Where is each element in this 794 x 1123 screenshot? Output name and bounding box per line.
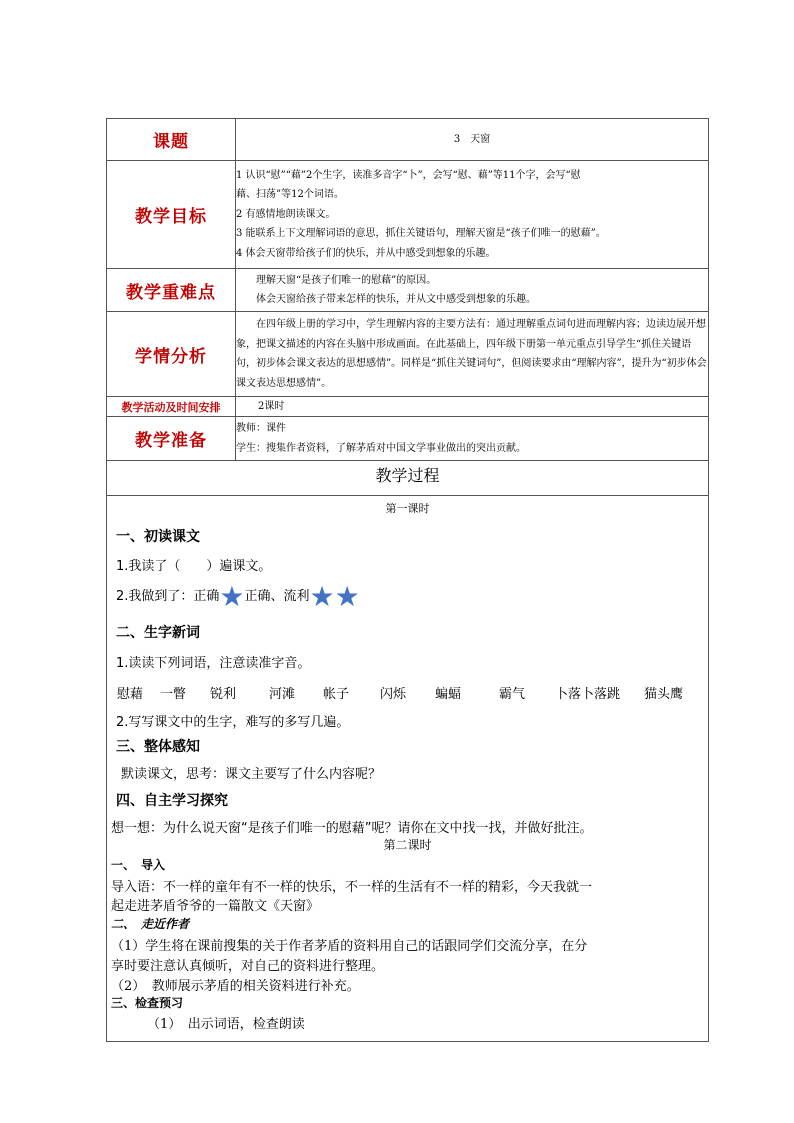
word-item: 卜落卜落跳: [555, 687, 621, 702]
p2-title: 二、 走近作者: [111, 917, 190, 931]
s2-line2: 2.写写课文中的生字，难写的多写几遍。: [116, 715, 350, 730]
word-item: 一瞥: [160, 687, 187, 702]
row-schedule: [107, 397, 709, 417]
goal-line: 1 认识“慰”“藉”2个生字，读准多音字“卜”，会写“慰、藉”等11个字，会写“慰: [236, 169, 581, 181]
prep-line: 学生：搜集作者资料，了解茅盾对中国文学事业做出的突出贡献。: [236, 442, 526, 454]
p3-line1: （1） 出示词语，检查朗读: [147, 1017, 305, 1032]
difficulty-line: 理解天窗“是孩子们唯一的慰藉”的原因。: [256, 274, 437, 286]
s4-title: 四、自主学习探究: [116, 793, 228, 809]
s1-line2-b: 正确、流利: [244, 589, 310, 604]
topic-label: 课题: [107, 119, 236, 161]
p3-title: 三、检查预习: [111, 996, 184, 1010]
lesson2-heading: 第二课时: [383, 838, 432, 852]
prep-line: 教师：课件: [236, 423, 286, 434]
difficulty-content: [236, 269, 709, 312]
difficulty-line: 体会天窗给孩子带来怎样的快乐，并从文中感受到想象的乐趣。: [256, 294, 536, 305]
word-item: 闪烁: [380, 687, 407, 702]
p1-line2: 起走进茅盾爷爷的一篇散文《天窗》: [111, 899, 320, 914]
goal-line: 3 能联系上下文理解词语的意思，抓住关键语句，理解天窗是“孩子们唯一的慰藉”。: [236, 228, 606, 240]
row-prep: [107, 417, 709, 461]
s1-line2-a: 2.我做到了：正确: [116, 589, 220, 604]
word-item: 霸气: [499, 687, 526, 702]
row-topic: [107, 119, 709, 161]
lesson1-heading: 第一课时: [385, 502, 430, 515]
row-goals: [107, 161, 709, 269]
s1-line2: [116, 580, 360, 613]
word-item: 帐子: [323, 687, 350, 702]
topic-value: 3 天窗: [236, 119, 709, 161]
p1-line1: 导入语：不一样的童年有不一样的快乐，不一样的生活有不一样的精彩，今天我就一: [111, 880, 593, 895]
word-item: 慰藉: [117, 687, 144, 702]
p2-line3: （2） 教师展示茅盾的相关资料进行补充。: [111, 979, 360, 994]
analysis-content: 在四年级上册的学习中，学生理解内容的主要方法有：通过理解重点词句进而理解内容；边读边展开想象，把课文描述的内容在头脑中形成画面。在此基础上，四年级下册第一单元重点引导学生“抓住关键语句，初步体会课文表达的思想感情”。同样是“抓住关键词句”，但阅读要求由“理解内容”，提升为“初步体会课文表达思想感情”。: [236, 312, 709, 397]
goals-content: [236, 161, 709, 269]
s2-line1: 1.读读下列词语，注意读准字音。: [116, 656, 311, 671]
word-item: 河滩: [269, 687, 296, 702]
s1-line1: 1.我读了（ ）遍课文。: [116, 559, 272, 574]
process-title: 教学过程: [107, 456, 708, 496]
p2-line1: （1）学生将在课前搜集的关于作者茅盾的资料用自己的话跟同学们交流分享，在分: [111, 939, 588, 954]
prep-content: [236, 417, 709, 461]
analysis-label: 学情分析: [107, 312, 236, 397]
star-icon: ★: [219, 580, 245, 613]
s4-line1: 想一想：为什么说天窗“是孩子们唯一的慰藉”呢？请你在文中找一找，并做好批注。: [111, 821, 593, 836]
s3-title: 三、整体感知: [116, 739, 200, 755]
p1-title: 一、 导入: [111, 858, 166, 872]
goal-line: 2 有感情地朗读课文。: [236, 208, 336, 220]
word-item: 锐利: [210, 687, 237, 702]
star-icon: ★: [334, 580, 360, 613]
star-icon: ★: [309, 580, 335, 613]
s1-title: 一、初读课文: [116, 529, 200, 545]
s2-title: 二、生字新词: [116, 625, 200, 641]
s3-line1: 默读课文，思考：课文主要写了什么内容呢？: [121, 767, 382, 782]
goals-label: 教学目标: [107, 161, 236, 269]
prep-label: 教学准备: [107, 417, 236, 461]
goal-line: 4 体会天窗带给孩子们的快乐，并从中感受到想象的乐趣。: [236, 247, 496, 259]
schedule-value: 2课时: [236, 397, 709, 417]
teaching-process-section: [106, 456, 709, 1042]
goal-line: 藉、扫荡”等12个词语。: [236, 189, 344, 201]
lesson-plan-table: [106, 118, 709, 461]
difficulty-label: 教学重难点: [107, 269, 236, 312]
row-difficulty: [107, 269, 709, 312]
word-item: 猫头鹰: [644, 687, 684, 702]
row-analysis: [107, 312, 709, 397]
word-item: 蝙蝠: [435, 687, 462, 702]
schedule-label: 教学活动及时间安排: [107, 397, 236, 417]
p2-line2: 享时要注意认真倾听，对自己的资料进行整理。: [111, 959, 385, 974]
